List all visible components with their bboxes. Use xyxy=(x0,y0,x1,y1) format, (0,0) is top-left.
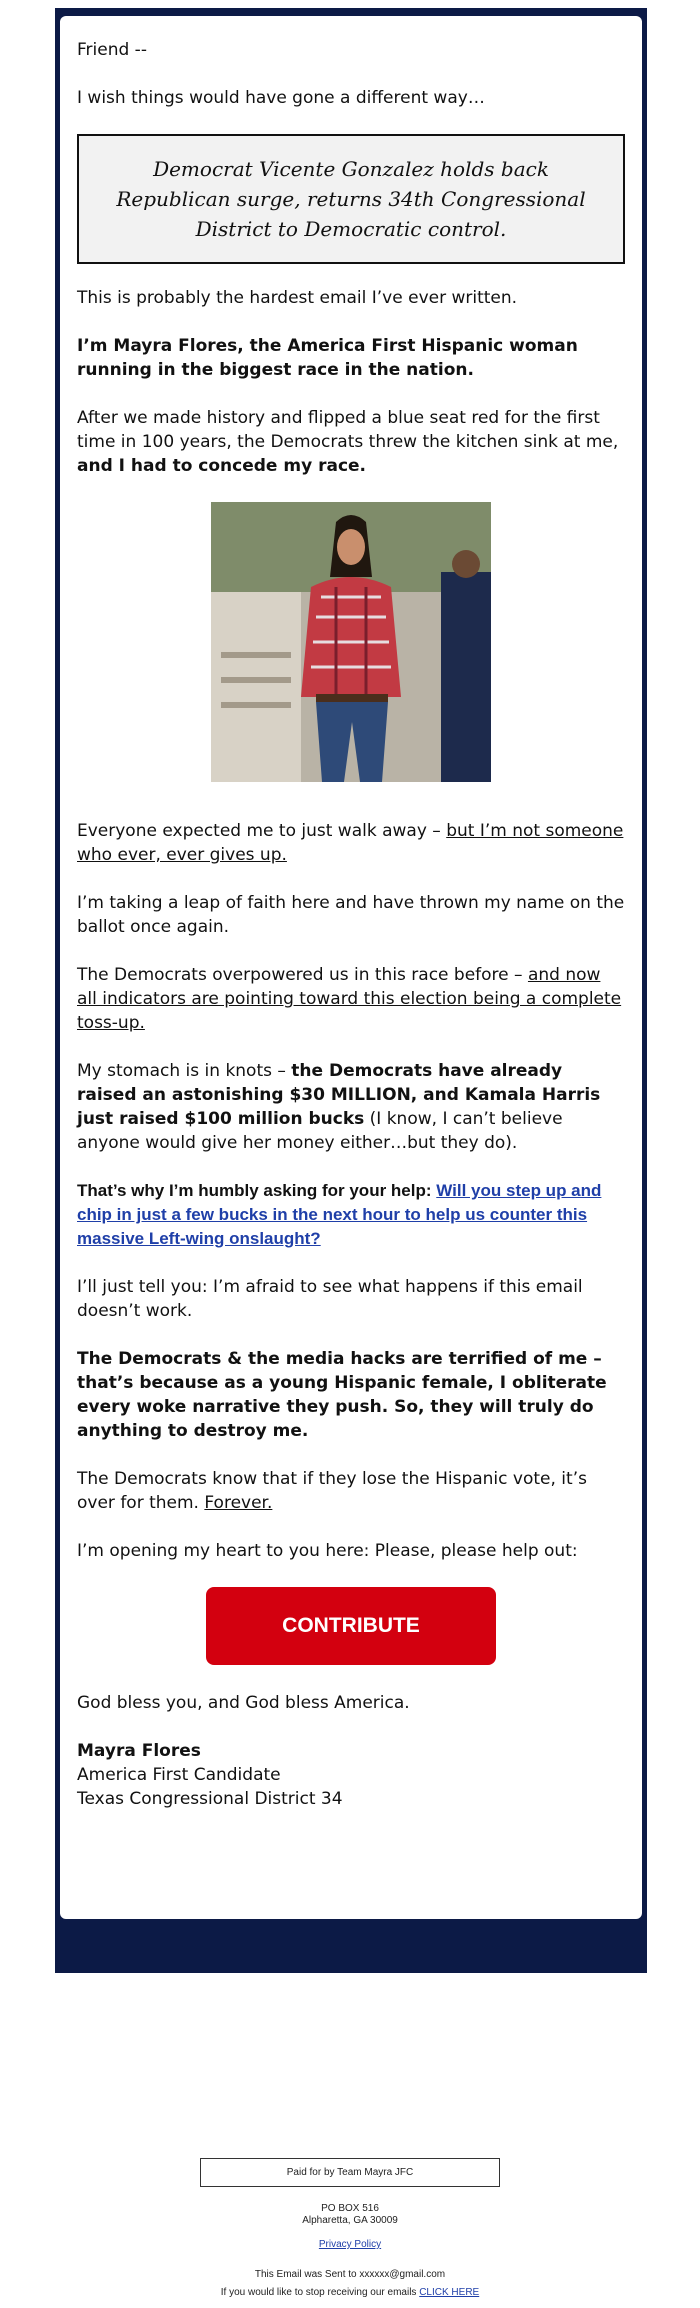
never-give-up-underline: but I’m not someone who ever, ever gives up. xyxy=(77,821,624,865)
sent-to-text: This Email was Sent to xxxxxx@gmail.com xyxy=(254,2269,446,2280)
paragraph-afraid: I’ll just tell you: I’m afraid to see what happens if this email doesn’t work. xyxy=(77,1277,583,1321)
donate-link[interactable]: Will you step up and chip in just a few bucks in the next hour to help us counter this massive Left-wing onslaught? xyxy=(77,1181,602,1248)
photo-container xyxy=(77,502,625,789)
news-headline-box xyxy=(77,134,625,264)
toss-up-text: The Democrats overpowered us in this race before – xyxy=(77,965,523,985)
concede-bold: and I had to concede my race. xyxy=(77,456,367,476)
paragraph-toss-up xyxy=(77,963,625,1035)
paid-for-text: Paid for by Team Mayra JFC xyxy=(286,2167,414,2178)
fundraising-bold: the Democrats have already raised an astonishing $30 MILLION, and Kamala Harris just raised $100 million bucks xyxy=(77,1061,601,1129)
paragraph-ask xyxy=(77,1179,625,1251)
paragraph-introduction: I’m Mayra Flores, the America First Hispanic woman running in the biggest race in the nation. xyxy=(77,336,578,380)
paragraph-concede xyxy=(77,406,625,478)
paragraph-help-out: I’m opening my heart to you here: Please, please help out: xyxy=(77,1541,578,1561)
paragraph-leap-of-faith: I’m taking a leap of faith here and have thrown my name on the ballot once again. xyxy=(77,893,625,937)
email-body xyxy=(60,16,642,1811)
address-line-2: Alpharetta, GA 30009 xyxy=(302,2215,398,2226)
hispanic-vote-text: The Democrats know that if they lose the Hispanic vote, it’s over for them. xyxy=(77,1469,587,1513)
signature xyxy=(77,1739,625,1811)
paragraph-hardest-email: This is probably the hardest email I’ve ever written. xyxy=(77,288,518,308)
paid-for-box xyxy=(200,2158,500,2187)
never-give-up-text: Everyone expected me to just walk away – xyxy=(77,821,441,841)
news-headline: Democrat Vicente Gonzalez holds back Republican surge, returns 34th Congressional District to Democratic control. xyxy=(116,157,586,241)
contribute-button[interactable]: CONTRIBUTE xyxy=(206,1587,496,1665)
email-card xyxy=(60,16,642,1919)
signature-district: Texas Congressional District 34 xyxy=(77,1789,343,1809)
intro-line: I wish things would have gone a different way… xyxy=(77,88,485,108)
closing-line: God bless you, and God bless America. xyxy=(77,1693,410,1713)
paragraph-fundraising xyxy=(77,1059,625,1155)
hispanic-vote-underline: Forever. xyxy=(204,1493,273,1513)
paragraph-never-give-up xyxy=(77,819,625,867)
ask-bold: That’s why I’m humbly asking for your help: xyxy=(77,1181,432,1200)
paragraph-terrified: The Democrats & the media hacks are terrified of me – that’s because as a young Hispanic female, I obliterate every woke narrative they push. So, they will truly do anything to destroy me. xyxy=(77,1349,607,1441)
unsubscribe-line xyxy=(0,2287,700,2299)
signature-title: America First Candidate xyxy=(77,1765,281,1785)
privacy-policy-link[interactable]: Privacy Policy xyxy=(318,2239,382,2250)
signature-name: Mayra Flores xyxy=(77,1741,201,1761)
paragraph-hispanic-vote xyxy=(77,1467,625,1515)
contribute-container xyxy=(77,1587,625,1665)
email-frame xyxy=(55,8,647,1973)
fundraising-tail: (I know, I can’t believe anyone would give her money either…but they do). xyxy=(77,1109,563,1153)
email-footer xyxy=(0,2158,700,2299)
concede-text: After we made history and flipped a blue seat red for the first time in 100 years, the Democrats threw the kitchen sink at me, xyxy=(77,408,619,452)
unsubscribe-link[interactable]: CLICK HERE xyxy=(419,2287,480,2298)
candidate-photo xyxy=(211,502,491,782)
greeting: Friend -- xyxy=(77,40,147,60)
fundraising-text: My stomach is in knots – xyxy=(77,1061,286,1081)
unsubscribe-text: If you would like to stop receiving our emails xyxy=(220,2287,417,2298)
address-line-1: PO BOX 516 xyxy=(321,2203,379,2214)
toss-up-underline: and now all indicators are pointing toward this election being a complete toss-up. xyxy=(77,965,622,1033)
